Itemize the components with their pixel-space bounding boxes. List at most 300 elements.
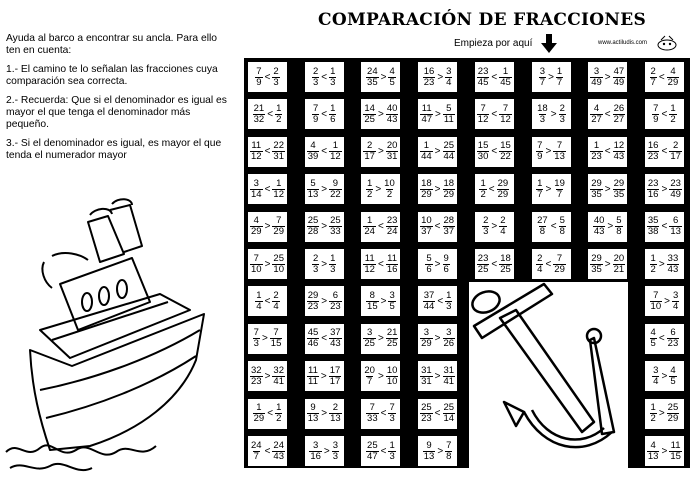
comparison-operator: > [434,183,441,195]
comparison-operator: > [380,295,387,307]
denominator: 38 [647,226,659,238]
denominator: 22 [500,151,511,163]
denominator: 3 [446,300,452,312]
fraction-comparison-cell [305,99,344,129]
denominator: 4 [446,76,452,88]
fraction [590,67,603,88]
denominator: 43 [667,263,679,275]
comparison-operator: < [491,146,498,158]
denominator: 31 [273,151,284,163]
comparison-operator: > [434,333,441,345]
denominator: 29 [443,188,455,200]
numerator: 26 [613,102,625,114]
denominator: 43 [273,450,284,462]
numerator: 9 [443,252,449,264]
numerator: 1 [650,252,656,264]
denominator: 28 [307,226,319,238]
fraction [423,441,436,462]
denominator: 41 [273,375,284,387]
fraction [553,254,566,275]
numerator: 10 [421,215,432,227]
numerator: 18 [421,177,432,189]
denominator: 3 [330,76,336,88]
denominator: 29 [253,413,265,425]
denominator: 25 [500,263,511,275]
comparison-operator: > [375,183,382,195]
numerator: 3 [539,65,546,77]
fraction-comparison-cell [645,212,684,242]
fraction [312,104,319,125]
fraction [536,216,549,237]
denominator: 17 [670,151,681,163]
numerator: 25 [307,215,319,227]
denominator: 41 [443,375,455,387]
numerator: 7 [556,252,563,264]
instruction-1: 1.- El camino te lo señalan las fracciones cuya comparación sea correcta. [6,63,218,88]
numerator: 35 [647,215,659,227]
fraction [667,254,680,275]
numerator: 24 [273,439,284,451]
comparison-operator: < [437,295,444,307]
fraction [388,441,395,462]
fraction [250,366,263,387]
fraction [590,254,603,275]
denominator: 23 [667,338,679,350]
fraction-comparison-cell [248,62,287,92]
fraction-comparison-cell [418,399,457,429]
numerator: 4 [389,65,395,77]
numerator: 5 [310,177,316,189]
comparison-operator: > [321,408,328,420]
numerator: 18 [443,177,455,189]
fraction-comparison-cell [361,399,400,429]
denominator: 7 [367,375,373,387]
denominator: 11 [443,113,454,125]
fraction [667,328,680,349]
comparison-operator: < [267,408,274,420]
numerator: 1 [330,252,336,264]
fraction [443,328,456,349]
numerator: 11 [387,252,398,264]
comparison-operator: < [380,445,387,457]
fraction-comparison-cell [645,399,684,429]
numerator: 1 [367,215,373,227]
denominator: 12 [364,263,375,275]
comparison-operator: > [664,295,670,307]
numerator: 4 [253,215,259,227]
numerator: 14 [364,102,375,114]
page-title: COMPARACIÓN DE FRACCIONES [318,10,647,30]
denominator: 3 [539,113,546,125]
fraction [499,104,512,125]
fraction [255,67,262,88]
fraction [477,141,490,162]
comparison-operator: > [604,258,611,270]
denominator: 7 [556,188,563,200]
fraction [388,291,395,312]
numerator: 21 [386,327,398,339]
numerator: 12 [613,140,625,152]
denominator: 45 [477,76,489,88]
denominator: 37 [443,226,455,238]
fraction [329,179,342,200]
numerator: 22 [273,140,284,152]
denominator: 37 [421,226,432,238]
fraction [307,216,320,237]
denominator: 33 [367,413,378,425]
numerator: 6 [672,215,679,227]
fraction-comparison-cell [248,249,287,279]
comparison-operator: > [264,370,271,382]
denominator: 26 [443,338,455,350]
fraction [590,179,603,200]
denominator: 46 [307,338,319,350]
fraction [329,403,342,424]
denominator: 44 [443,151,455,163]
fraction-comparison-cell [305,62,344,92]
fraction [250,141,263,162]
numerator: 7 [256,65,262,77]
fraction [667,67,680,88]
numerator: 1 [367,177,373,189]
fraction [309,441,322,462]
fraction [272,216,285,237]
fraction-comparison-cell [305,249,344,279]
fraction [499,67,512,88]
numerator: 18 [537,102,548,114]
denominator: 43 [593,226,605,238]
fraction [647,441,660,462]
denominator: 23 [307,300,319,312]
denominator: 47 [421,113,433,125]
fraction [536,141,543,162]
fraction-comparison-cell [418,286,457,316]
fraction [553,141,566,162]
numerator: 20 [386,140,398,152]
numerator: 32 [251,364,262,376]
denominator: 27 [591,113,602,125]
fraction-comparison-cell [645,137,684,167]
numerator: 3 [446,327,452,339]
numerator: 23 [477,65,489,77]
denominator: 3 [389,413,395,425]
fraction [307,291,320,312]
denominator: 35 [613,188,625,200]
fraction-comparison-cell [305,399,344,429]
fraction [613,254,626,275]
fraction [669,104,676,125]
comparison-operator: < [264,445,271,457]
fraction [420,104,433,125]
fraction-comparison-cell [532,62,571,92]
fraction [443,179,456,200]
fraction [275,104,282,125]
fraction-comparison-cell [418,249,457,279]
denominator: 12 [500,113,511,125]
numerator: 7 [389,402,395,414]
numerator: 5 [616,215,622,227]
fraction [652,366,659,387]
denominator: 8 [616,226,622,238]
numerator: 3 [423,327,430,339]
fraction-comparison-cell [361,249,400,279]
denominator: 14 [251,188,262,200]
denominator: 10 [650,300,662,312]
denominator: 13 [647,450,659,462]
fraction-comparison-cell [248,99,287,129]
fraction-comparison-cell [645,286,684,316]
fraction [386,216,399,237]
comparison-operator: > [380,71,387,83]
numerator: 11 [308,364,318,376]
comparison-operator: > [604,183,611,195]
fraction [386,254,399,275]
fraction-comparison-cell [532,174,571,204]
fraction [275,403,282,424]
denominator: 13 [307,188,319,200]
denominator: 7 [650,76,656,88]
denominator: 9 [312,113,319,125]
numerator: 1 [556,65,563,77]
denominator: 23 [647,151,659,163]
fraction [553,179,566,200]
denominator: 23 [591,151,602,163]
denominator: 13 [423,450,435,462]
fraction [420,141,433,162]
numerator: 2 [483,215,489,227]
fraction-comparison-cell [645,174,684,204]
fraction [479,179,486,200]
fraction-comparison-cell [248,137,287,167]
denominator: 49 [591,76,602,88]
numerator: 27 [537,215,548,227]
numerator: 7 [556,140,563,152]
comparison-operator: > [437,445,444,457]
fraction [443,141,456,162]
fraction [445,291,452,312]
comparison-operator: > [607,221,614,233]
fraction-comparison-cell [361,436,400,466]
numerator: 7 [273,327,279,339]
numerator: 15 [500,140,511,152]
fraction [650,67,657,88]
numerator: 7 [537,140,543,152]
denominator: 39 [307,151,319,163]
comparison-operator: > [548,71,554,83]
fraction-comparison-cell [475,137,514,167]
fraction [477,67,490,88]
numerator: 23 [647,177,659,189]
comparison-operator: < [434,221,441,233]
denominator: 9 [653,113,659,125]
denominator: 33 [330,226,341,238]
denominator: 13 [330,413,341,425]
comparison-operator: < [488,183,495,195]
comparison-operator: < [661,108,668,120]
fraction [272,441,285,462]
numerator: 7 [480,102,486,114]
comparison-operator: < [661,146,668,158]
numerator: 21 [253,102,265,114]
denominator: 25 [364,338,375,350]
denominator: 12 [477,113,489,125]
comparison-operator: > [661,370,668,382]
fraction [650,328,657,349]
numerator: 23 [670,177,681,189]
numerator: 2 [273,65,279,77]
fraction-comparison-cell [248,174,287,204]
numerator: 47 [613,65,625,77]
fraction-comparison-cell [248,399,287,429]
denominator: 25 [477,263,489,275]
numerator: 7 [653,289,659,301]
denominator: 9 [537,151,543,163]
fraction [499,141,512,162]
comparison-operator: < [491,258,498,270]
numerator: 37 [330,327,341,339]
fraction-comparison-cell [305,286,344,316]
denominator: 21 [613,263,625,275]
numerator: 9 [332,177,339,189]
fraction-comparison-cell [248,286,287,316]
numerator: 23 [386,215,398,227]
denominator: 16 [386,263,398,275]
fraction-comparison-cell [305,137,344,167]
fraction-comparison-cell [532,99,571,129]
fraction-comparison-cell [248,324,287,354]
fraction [669,441,682,462]
fraction [307,403,320,424]
fraction [477,254,490,275]
comparison-operator: > [321,221,328,233]
numerator: 2 [500,215,506,227]
numerator: 18 [500,252,511,264]
fraction [647,141,660,162]
denominator: 5 [389,300,395,312]
numerator: 2 [537,252,543,264]
fraction-comparison-cell [418,137,457,167]
denominator: 32 [253,113,265,125]
fraction-comparison-cell [305,212,344,242]
numerator: 2 [312,65,319,77]
fraction [272,291,279,312]
fraction [420,366,433,387]
fraction [423,291,436,312]
fraction [255,291,262,312]
denominator: 8 [446,450,452,462]
denominator: 23 [423,76,435,88]
denominator: 29 [251,226,262,238]
numerator: 2 [367,140,373,152]
numerator: 25 [443,140,455,152]
denominator: 49 [613,76,625,88]
numerator: 3 [312,439,319,451]
anchor-illustration [464,282,624,462]
denominator: 6 [426,263,432,275]
fraction-comparison-cell [305,436,344,466]
fraction-comparison-cell [418,62,457,92]
numerator: 7 [446,439,452,451]
fraction [250,254,263,275]
numerator: 3 [593,65,600,77]
numerator: 1 [256,402,262,414]
comparison-operator: > [434,258,441,270]
numerator: 2 [650,65,656,77]
numerator: 7 [312,102,319,114]
fraction [366,67,379,88]
denominator: 44 [423,300,435,312]
actiludis-logo-icon [655,34,679,52]
fraction-comparison-cell [588,137,627,167]
comparison-operator: > [323,445,330,457]
fraction [363,104,376,125]
fraction [386,104,399,125]
boat-illustration [0,190,240,480]
fraction [652,104,659,125]
numerator: 40 [593,215,605,227]
numerator: 10 [386,364,398,376]
comparison-operator: > [658,408,665,420]
numerator: 11 [251,140,262,152]
denominator: 12 [273,188,284,200]
numerator: 32 [273,364,284,376]
fraction [423,67,436,88]
denominator: 4 [672,300,679,312]
fraction [443,403,456,424]
fraction [272,179,285,200]
comparison-operator: < [545,258,552,270]
fraction [443,254,450,275]
denominator: 13 [554,151,565,163]
fraction [647,216,660,237]
fraction-comparison-cell [361,212,400,242]
fraction [329,254,336,275]
fraction [420,216,433,237]
denominator: 17 [364,151,375,163]
denominator: 29 [273,226,284,238]
denominator: 5 [389,76,395,88]
numerator: 1 [670,102,676,114]
denominator: 5 [650,338,656,350]
fraction [477,104,490,125]
numerator: 16 [423,65,435,77]
fraction [272,141,285,162]
denominator: 6 [443,263,449,275]
denominator: 2 [276,113,282,125]
fraction [590,141,603,162]
fraction [669,216,682,237]
denominator: 47 [367,450,378,462]
fraction [363,254,376,275]
numerator: 1 [276,102,282,114]
fraction [366,403,379,424]
denominator: 4 [256,300,262,312]
denominator: 29 [667,76,679,88]
numerator: 29 [307,289,319,301]
fraction-comparison-cell [305,324,344,354]
numerator: 1 [502,65,509,77]
fraction [366,291,379,312]
fraction-comparison-cell [475,249,514,279]
numerator: 1 [537,177,543,189]
fraction-comparison-cell [645,436,684,466]
fraction-comparison-cell [361,137,400,167]
fraction-comparison-cell [588,62,627,92]
numerator: 1 [650,402,656,414]
numerator: 31 [443,364,455,376]
fraction-comparison-cell [645,361,684,391]
fraction [329,216,342,237]
